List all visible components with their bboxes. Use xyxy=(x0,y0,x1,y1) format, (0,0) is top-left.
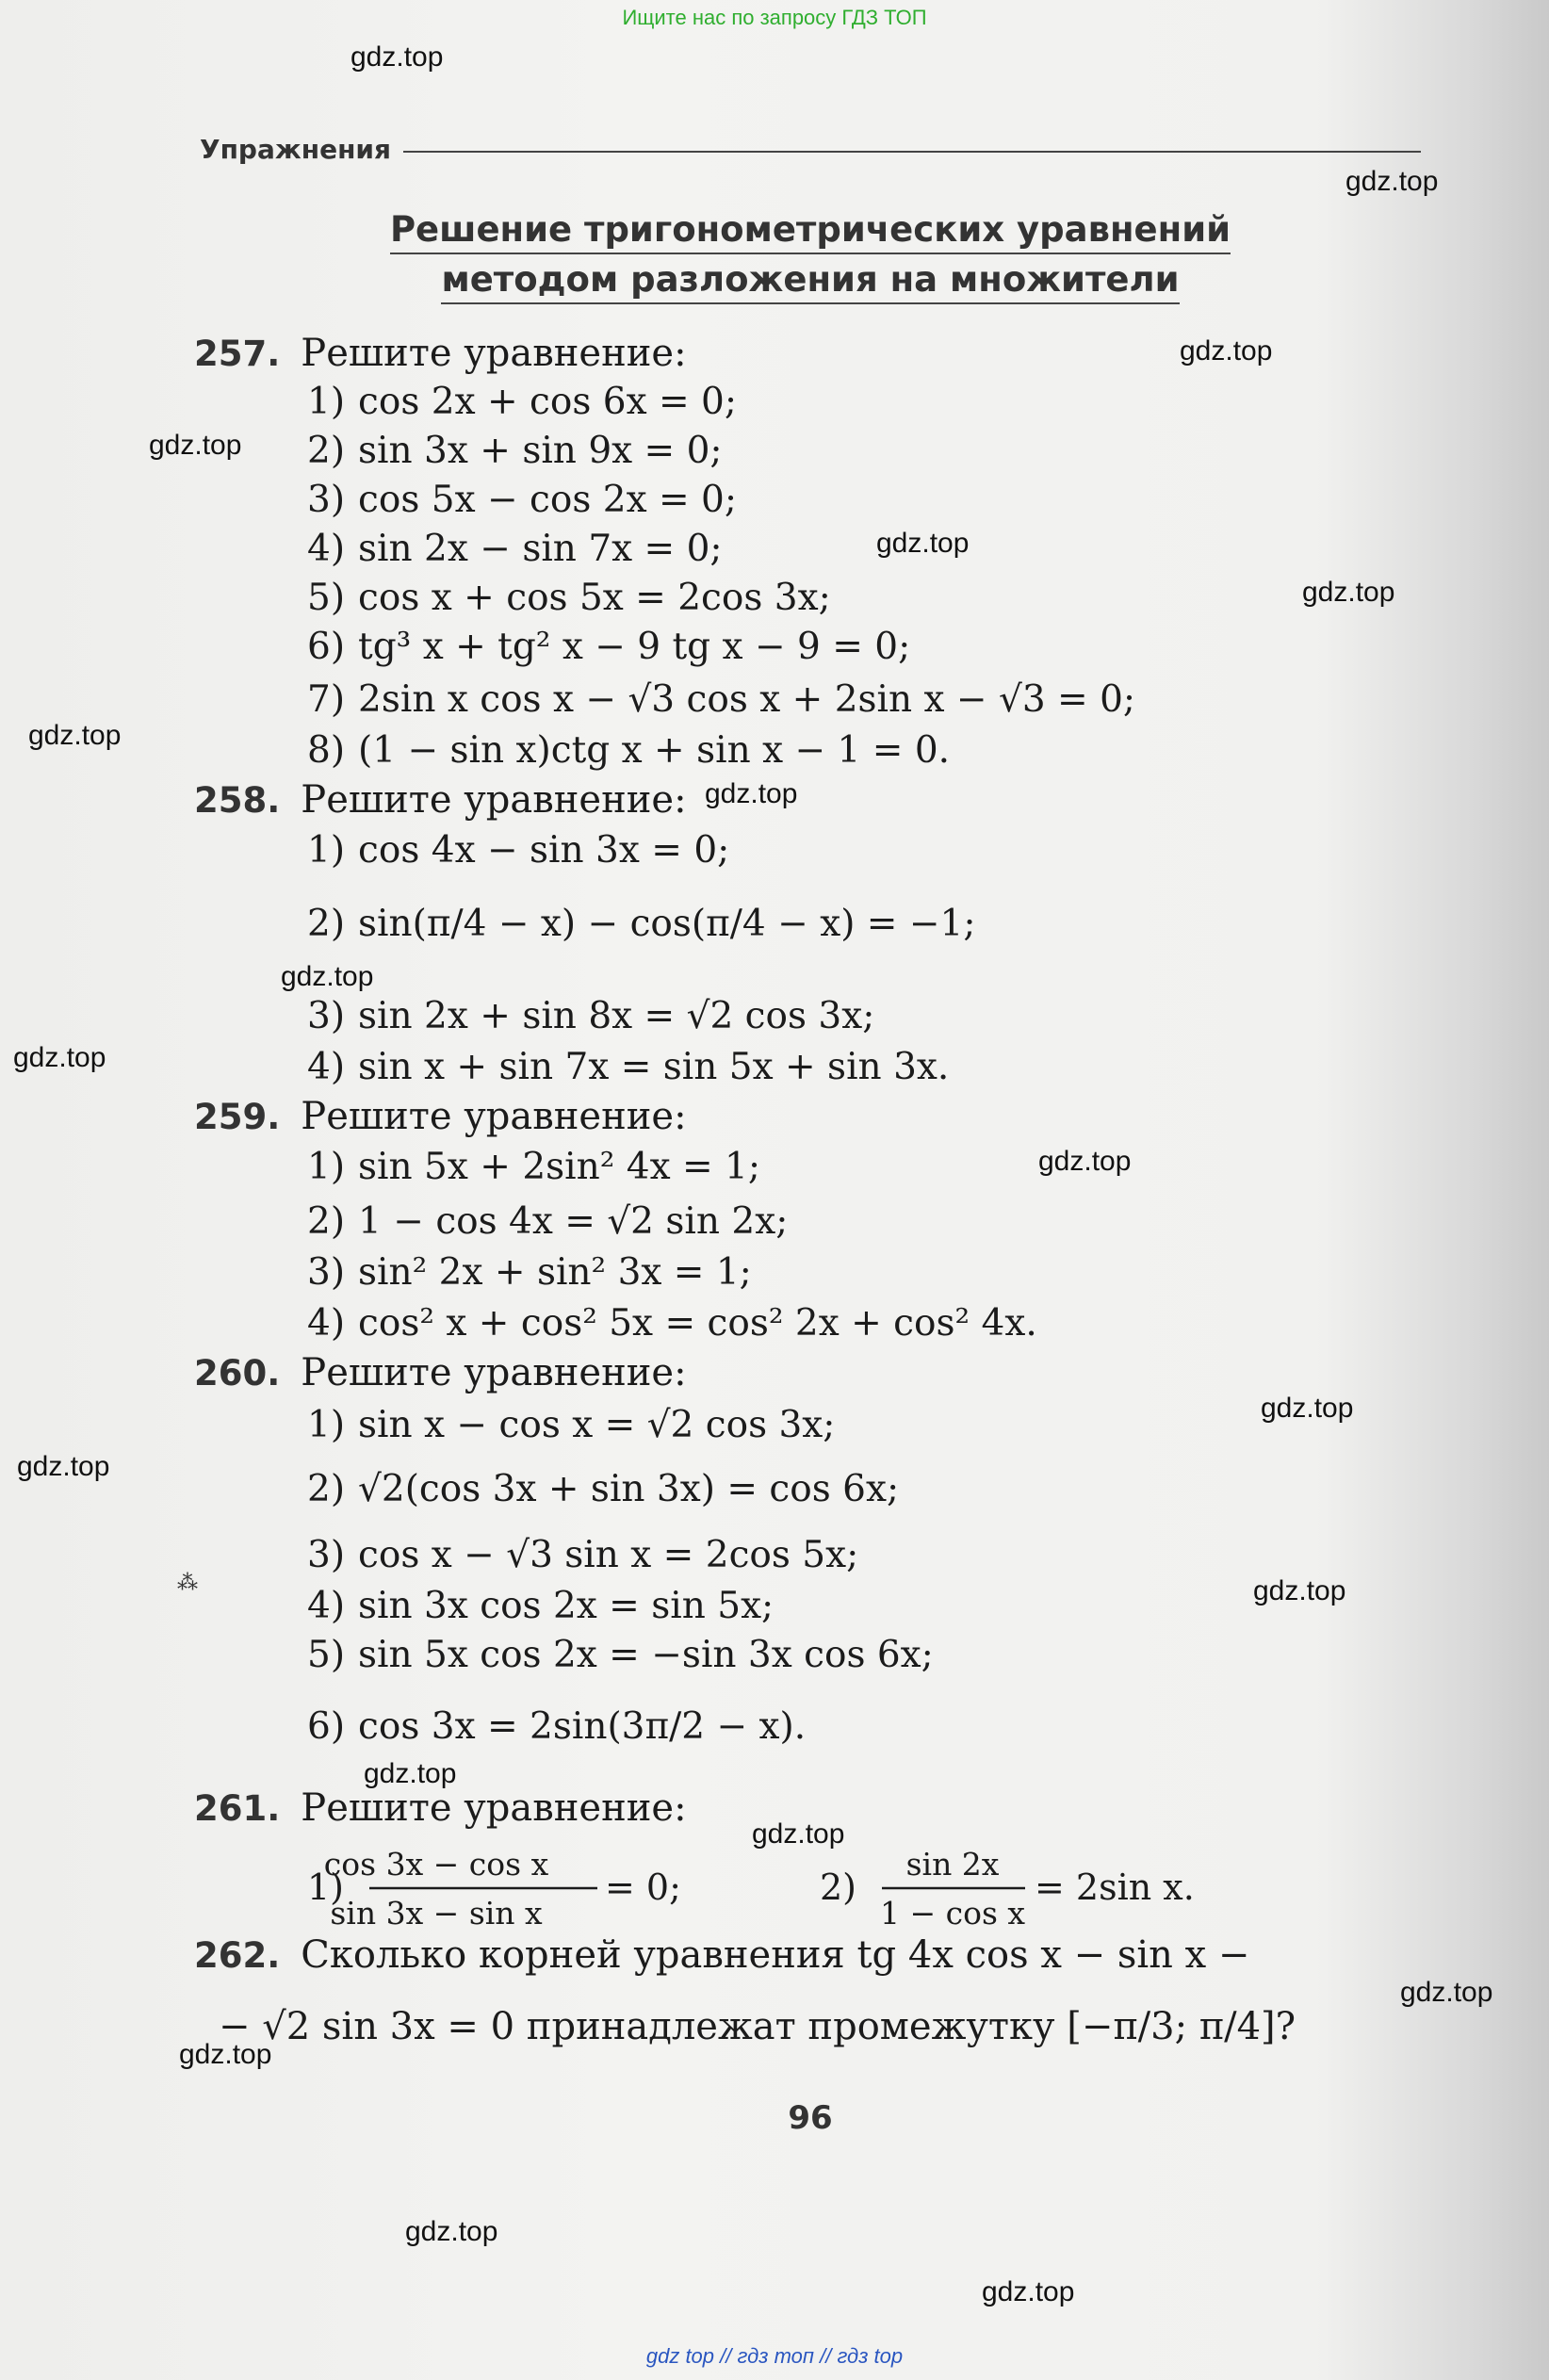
watermark: gdz.top xyxy=(364,1758,457,1789)
problem-258-item-4: 4) sin x + sin 7x = sin 5x + sin 3x. xyxy=(307,1046,950,1088)
watermark: gdz.top xyxy=(1261,1393,1354,1424)
watermark: gdz.top xyxy=(281,961,374,992)
problem-259-item-4: 4) cos² x + cos² 5x = cos² 2x + cos² 4x. xyxy=(307,1302,1037,1345)
bottom-banner[interactable]: gdz top // гдз топ // гдз top xyxy=(645,2344,904,2368)
watermark: gdz.top xyxy=(1302,577,1395,608)
watermark: gdz.top xyxy=(1180,335,1273,367)
fraction-1-rhs: = 0; xyxy=(605,1867,681,1908)
problem-261-fractions xyxy=(307,1837,1231,1941)
problem-262-line2: − √2 sin 3x = 0 принадлежат промежутку [−π/3; π/4]? xyxy=(219,2005,1296,2048)
problem-260-item-4: 4) sin 3x cos 2x = sin 5x; xyxy=(307,1585,774,1627)
problem-258: 258. Решите уравнение: xyxy=(194,778,687,822)
problem-259-item-1: 1) sin 5x + 2sin² 4x = 1; xyxy=(307,1146,760,1188)
fraction-2-numerator: sin 2x xyxy=(905,1846,1000,1883)
problem-257-item-8: 8) (1 − sin x)ctg x + sin x − 1 = 0. xyxy=(307,729,951,772)
problem-258-item-2: 2) sin(π/4 − x) − cos(π/4 − x) = −1; xyxy=(307,903,976,945)
section-title-line2: методом разложения на множители xyxy=(358,259,1263,300)
problem-260-item-3: 3) cos x − √3 sin x = 2cos 5x; xyxy=(307,1534,859,1576)
watermark: gdz.top xyxy=(1400,1977,1493,2008)
problem-261-item-1-label: 1) xyxy=(307,1867,345,1908)
problem-260: 260. Решите уравнение: xyxy=(194,1351,687,1394)
problem-260-item-5: 5) sin 5x cos 2x = −sin 3x cos 6x; xyxy=(307,1634,934,1676)
problem-257-item-5: 5) cos x + cos 5x = 2cos 3x; xyxy=(307,577,831,619)
problem-259-item-3: 3) sin² 2x + sin² 3x = 1; xyxy=(307,1251,752,1294)
page-number: 96 xyxy=(788,2099,833,2137)
watermark: gdz.top xyxy=(17,1451,110,1482)
watermark: gdz.top xyxy=(876,528,970,559)
problem-260-item-6: 6) cos 3x = 2sin(3π/2 − x). xyxy=(307,1705,807,1748)
problem-257-item-6: 6) tg³ x + tg² x − 9 tg x − 9 = 0; xyxy=(307,626,911,668)
watermark: gdz.top xyxy=(149,430,242,461)
problem-257-item-1: 1) cos 2x + cos 6x = 0; xyxy=(307,381,738,423)
problem-257-item-2: 2) sin 3x + sin 9x = 0; xyxy=(307,430,723,472)
problem-261-item-2-label: 2) xyxy=(820,1867,857,1908)
watermark: gdz.top xyxy=(351,41,444,73)
fraction-2-rhs: = 2sin x. xyxy=(1035,1867,1195,1908)
watermark: gdz.top xyxy=(752,1818,845,1850)
watermark: gdz.top xyxy=(13,1042,106,1073)
problem-257-item-7: 7) 2sin x cos x − √3 cos x + 2sin x − √3 = 0; xyxy=(307,678,1136,721)
problem-257: 257. Решите уравнение: xyxy=(194,332,687,375)
watermark: gdz.top xyxy=(1345,166,1439,197)
problem-262: 262. Сколько корней уравнения tg 4x cos x − sin x − xyxy=(194,1933,1250,1977)
problem-261: 261. Решите уравнение: xyxy=(194,1786,687,1830)
watermark: gdz.top xyxy=(1253,1575,1346,1606)
watermark: gdz.top xyxy=(179,2039,272,2070)
problem-258-item-3: 3) sin 2x + sin 8x = √2 cos 3x; xyxy=(307,995,875,1037)
problem-259: 259. Решите уравнение: xyxy=(194,1095,687,1138)
fraction-2-denominator: 1 − cos x xyxy=(879,1895,1026,1932)
watermark: gdz.top xyxy=(1038,1146,1132,1177)
watermark: gdz.top xyxy=(982,2276,1075,2307)
header-rule xyxy=(403,151,1421,153)
section-label: Упражнения xyxy=(200,134,392,165)
fraction-1-denominator: sin 3x − sin x xyxy=(330,1895,543,1932)
problem-258-item-1: 1) cos 4x − sin 3x = 0; xyxy=(307,829,730,872)
problem-260-item-1: 1) sin x − cos x = √2 cos 3x; xyxy=(307,1404,836,1446)
top-banner[interactable]: Ищите нас по запросу ГДЗ ТОП xyxy=(622,6,927,29)
watermark: gdz.top xyxy=(28,720,122,751)
problem-259-item-2: 2) 1 − cos 4x = √2 sin 2x; xyxy=(307,1200,789,1243)
ink-smudge: ⁂ xyxy=(177,1572,198,1595)
fraction-1-numerator: cos 3x − cos x xyxy=(323,1846,549,1883)
watermark: gdz.top xyxy=(705,778,798,809)
problem-260-item-2: 2) √2(cos 3x + sin 3x) = cos 6x; xyxy=(307,1468,900,1510)
problem-257-item-3: 3) cos 5x − cos 2x = 0; xyxy=(307,479,738,521)
watermark: gdz.top xyxy=(405,2216,498,2247)
problem-257-item-4: 4) sin 2x − sin 7x = 0; xyxy=(307,528,723,570)
section-title-line1: Решение тригонометрических уравнений xyxy=(358,209,1263,250)
